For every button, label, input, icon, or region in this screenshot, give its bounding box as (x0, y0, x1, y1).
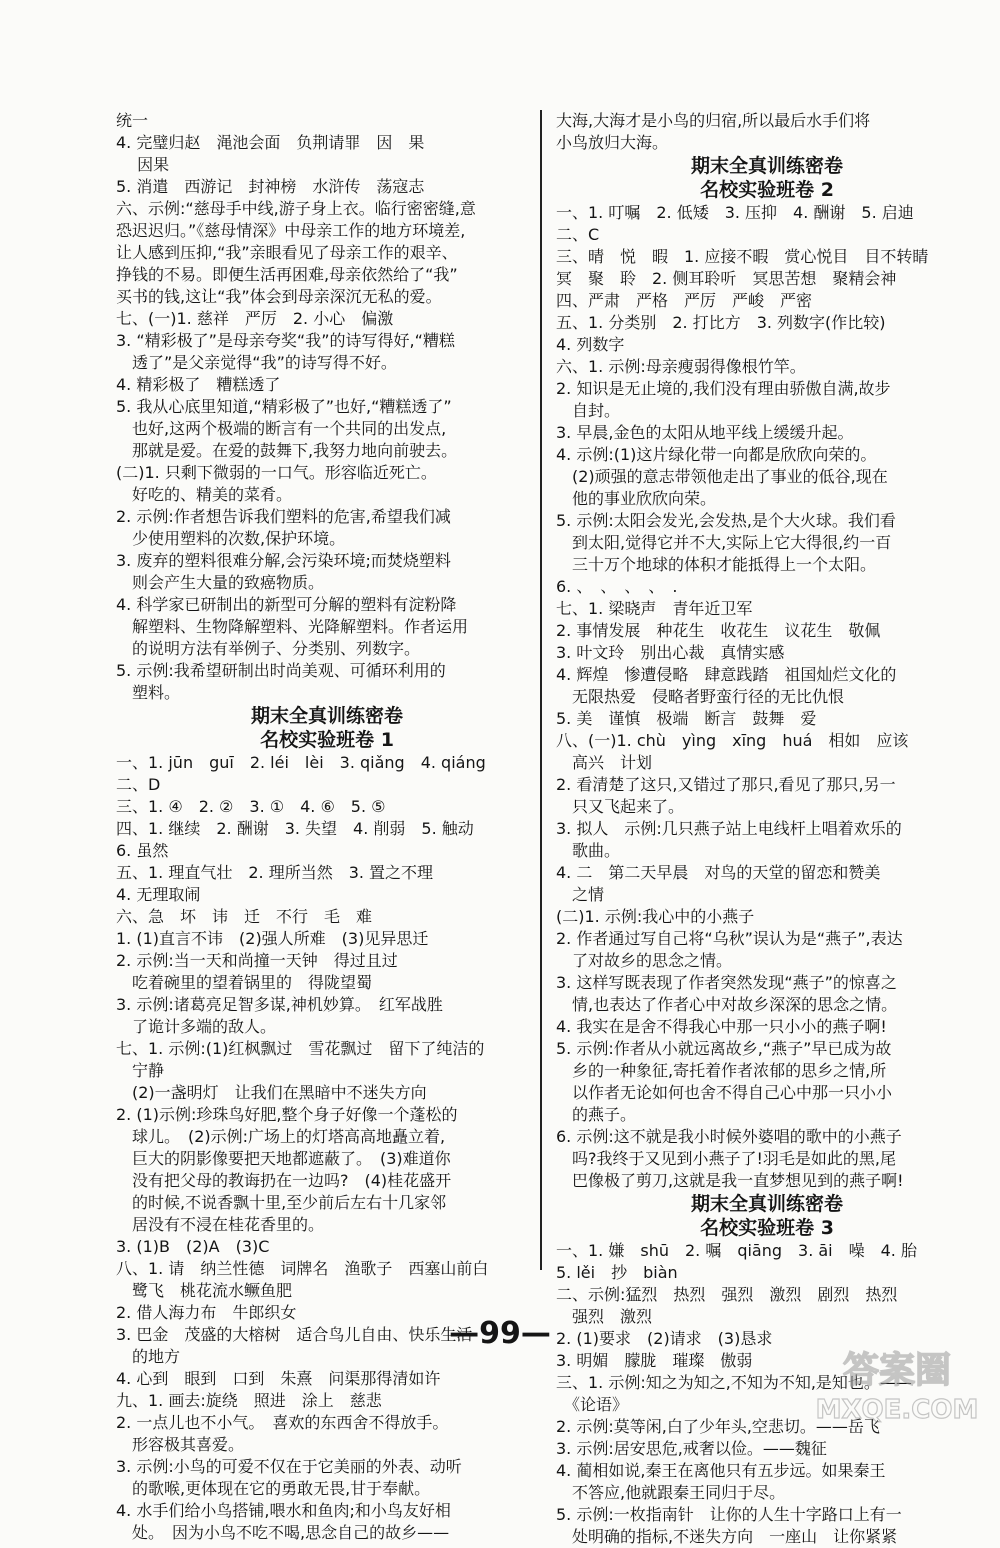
answer-line: 2. 事情发展 种花生 收花生 议花生 敬佩 (556, 621, 881, 640)
answer-line: 2. 一点儿也不小气。 喜欢的东西舍不得放手。 (116, 1413, 449, 1432)
answer-line: 4. 蔺相如说,秦王在离他只有五步远。如果秦王 (556, 1461, 886, 1480)
answer-line: 三十万个地球的体积才能抵得上一个太阳。 (556, 555, 877, 574)
section-heading: 期末全真训练密卷 (690, 155, 843, 177)
answer-line: 恐迟迟归。”《慈母情深》中母亲工作的地方环境差, (116, 221, 466, 240)
answer-line: 4. 辉煌 惨遭侵略 肆意践踏 祖国灿烂文化的 (556, 665, 897, 684)
answer-line: 3. 巴金 茂盛的大榕树 适合鸟儿自由、快乐生活 (116, 1325, 473, 1344)
section-heading: 期末全真训练密卷 (250, 705, 403, 727)
answer-line: 没有把父母的教诲扔在一边吗? (4)桂花盛开 (116, 1171, 452, 1190)
section-heading: 名校实验班卷 2 (700, 179, 834, 201)
answer-line: 歌曲。 (556, 841, 621, 860)
answer-line: 6. 、 、 、 、 . (556, 577, 678, 596)
answer-line: 二、C (556, 225, 600, 244)
answer-line: 处明确的指标,不迷失方向 一座山 让你紧紧 (556, 1527, 898, 1546)
answer-line: 六、示例:“慈母手中线,游子身上衣。临行密密缝,意 (116, 199, 476, 218)
answer-line: 三、1. 示例:知之为知之,不知为不知,是知也。—— (556, 1373, 912, 1392)
answer-line: 塑料。 (116, 683, 181, 702)
answer-line: 了诡计多端的敌人。 (116, 1017, 277, 1036)
answer-line: 只又飞起来了。 (556, 797, 685, 816)
answer-line: 6. 虽然 (116, 841, 169, 860)
answer-line: 5. lěi 抄 biàn (556, 1263, 678, 1282)
answer-line: 4. 科学家已研制出的新型可分解的塑料有淀粉降 (116, 595, 457, 614)
answer-line: 乡的一种象征,寄托着作者浓郁的思乡之情,所 (556, 1061, 887, 1080)
answer-line: 1. (1)直言不讳 (2)强人所难 (3)见异思迁 (116, 929, 429, 948)
answer-line: 他的事业欣欣向荣。 (556, 489, 717, 508)
answer-line: 2. 示例:莫等闲,白了少年头,空悲切。——岳飞 (556, 1417, 880, 1436)
answer-line: 三、晴 悦 暇 1. 应接不暇 赏心悦目 目不转睛 (556, 247, 929, 266)
answer-line: 巨大的阴影像要把天地都遮蔽了。 (3)难道你 (116, 1149, 451, 1168)
answer-line: 6. 示例:这不就是我小时候外婆唱的歌中的小燕子 (556, 1127, 902, 1146)
section-heading: 名校实验班卷 1 (260, 729, 394, 751)
answer-line: 八、(一)1. chù yìng xīng huá 相如 应该 (556, 731, 909, 750)
answer-line: 的时候,不说香飘十里,至少前后左右十几家邻 (116, 1193, 447, 1212)
answer-line: 2. 看清楚了这只,又错过了那只,看见了那只,另一 (556, 775, 896, 794)
answer-line: 大海,大海才是小鸟的归宿,所以最后水手们将 (556, 111, 871, 130)
answer-line: 好吃的、精美的菜肴。 (116, 485, 293, 504)
answer-line: 自封。 (556, 401, 621, 420)
answer-line: (2)一盏明灯 让我们在黑暗中不迷失方向 (116, 1083, 427, 1102)
answer-line: 吗?我终于又见到小燕子了!羽毛是如此的黑,尾 (556, 1149, 896, 1168)
answer-line: 五、1. 理直气壮 2. 理所当然 3. 置之不理 (116, 863, 434, 882)
column-divider (540, 110, 542, 1270)
answer-line: 四、1. 继续 2. 酬谢 3. 失望 4. 削弱 5. 触动 (116, 819, 474, 838)
answer-line: 球儿。 (2)示例:广场上的灯塔高高地矗立着, (116, 1127, 446, 1146)
answer-line: 3. 这样写既表现了作者突然发现“燕子”的惊喜之 (556, 973, 897, 992)
answer-line: 4. 精彩极了 糟糕透了 (116, 375, 281, 394)
answer-line: 4. 列数字 (556, 335, 625, 354)
answer-line: (2)顽强的意志带领他走出了事业的低谷,现在 (556, 467, 888, 486)
watermark-domain: MXQE.COM (815, 1395, 979, 1425)
answer-line: 透了”是父亲觉得“我”的诗写得不好。 (116, 353, 397, 372)
answer-line: 到太阳,觉得它并不大,实际上它大得很,约一百 (556, 533, 892, 552)
answer-line: 2. 作者通过写自己将“乌秋”误认为是“燕子”,表达 (556, 929, 903, 948)
answer-line: 2. 示例:作者想告诉我们塑料的危害,希望我们减 (116, 507, 451, 526)
answer-line: 2. (1)示例:珍珠鸟好肥,整个身子好像一个蓬松的 (116, 1105, 458, 1124)
answer-line: 鹭飞 桃花流水鳜鱼肥 (116, 1281, 293, 1300)
answer-line: 的燕子。 (556, 1105, 637, 1124)
answer-line: 3. 明媚 朦胧 璀璨 傲弱 (556, 1351, 753, 1370)
answer-line: 六、急 坏 讳 迁 不行 毛 难 (116, 907, 373, 926)
answer-line: 的说明方法有举例子、分类别、列数字。 (116, 639, 421, 658)
answer-line: 高兴 计划 (556, 753, 653, 772)
answer-line: 4. 完璧归赵 渑池会面 负荆请罪 因 果 (116, 133, 425, 152)
answer-line: 以作者无论如何也舍不得自己心中那一只小小 (556, 1083, 893, 1102)
answer-line: 4. 示例:(1)这片绿化带一向都是欣欣向荣的。 (556, 445, 877, 464)
answer-line: 九、1. 画去:旋绕 照进 涂上 慈悲 (116, 1391, 382, 1410)
answer-line: 二、示例:猛烈 热烈 强烈 激烈 剧烈 热烈 (556, 1285, 898, 1304)
answer-line: 一、1. 叮嘱 2. 低矮 3. 压抑 4. 酬谢 5. 启迪 (556, 203, 914, 222)
answer-line: 3. 示例:诸葛亮足智多谋,神机妙算。 红军战胜 (116, 995, 443, 1014)
answer-line: 挣钱的不易。即便生活再困难,母亲依然给了“我” (116, 265, 458, 284)
answer-line: 了对故乡的思念之情。 (556, 951, 733, 970)
answer-line: 的歌喉,更体现在它的勇敢无畏,甘于奉献。 (116, 1479, 431, 1498)
answer-line: 巴像极了剪刀,这就是我一直梦想见到的燕子啊! (556, 1171, 904, 1190)
answer-line: 2. (1)要求 (2)请求 (3)恳求 (556, 1329, 773, 1348)
answer-line: 5. 美 谨慎 极端 断言 鼓舞 爱 (556, 709, 817, 728)
page-number: —99— (449, 1316, 551, 1351)
answer-line: 吃着碗里的望着锅里的 得陇望蜀 (116, 973, 373, 992)
answer-line: (二)1. 示例:我心中的小燕子 (556, 907, 755, 926)
answer-line: 2. 知识是无止境的,我们没有理由骄傲自满,故步 (556, 379, 891, 398)
answer-line: 之情 (556, 885, 605, 904)
answer-line: 4. 心到 眼到 口到 朱熹 问渠那得清如许 (116, 1369, 441, 1388)
answer-line: 四、严肃 严格 严厉 严峻 严密 (556, 291, 813, 310)
answer-line: 3. 拟人 示例:几只燕子站上电线杆上唱着欢乐的 (556, 819, 902, 838)
answer-line: 也好,这两个极端的断言有一个共同的出发点, (116, 419, 447, 438)
answer-line: 4. 二 第二天早晨 对鸟的天堂的留恋和赞美 (556, 863, 881, 882)
section-heading: 期末全真训练密卷 (690, 1193, 843, 1215)
answer-line: 七、(一)1. 慈祥 严厉 2. 小心 偏激 (116, 309, 394, 328)
answer-line: 让人感到压抑,“我”亲眼看见了母亲工作的艰辛、 (116, 243, 458, 262)
answer-line: 解塑料、生物降解塑料、光降解塑料。作者运用 (116, 617, 469, 636)
answer-line: 少使用塑料的次数,保护环境。 (116, 529, 346, 548)
answer-line: 一、1. 嫌 shū 2. 嘱 qiāng 3. āi 噪 4. 胎 (556, 1241, 917, 1260)
answer-line: 4. 我实在是舍不得我心中那一只小小的燕子啊! (556, 1017, 887, 1036)
answer-line: 宁静 (116, 1061, 165, 1080)
answer-line: 4. 无理取闹 (116, 885, 201, 904)
answer-line: 二、D (116, 775, 161, 794)
answer-line: 3. 废弃的塑料很难分解,会污染环境;而焚烧塑料 (116, 551, 451, 570)
answer-line: 形容极其喜爱。 (116, 1435, 245, 1454)
answer-line: 5. 消遣 西游记 封神榜 水浒传 荡寇志 (116, 177, 425, 196)
answer-line: 那就是爱。在爱的鼓舞下,我努力地向前驶去。 (116, 441, 458, 460)
answer-line: 2. 借人海力布 牛郎织女 (116, 1303, 297, 1322)
answer-line: 强烈 激烈 (556, 1307, 653, 1326)
answer-line: 小鸟放归大海。 (556, 133, 669, 152)
answer-line: 3. (1)B (2)A (3)C (116, 1237, 270, 1256)
answer-line: 3. 早晨,金色的太阳从地平线上缓缓升起。 (556, 423, 854, 442)
section-heading: 名校实验班卷 3 (700, 1217, 834, 1239)
answer-line: 《论语》 (556, 1395, 629, 1414)
answer-line: 八、1. 请 纳兰性德 词牌名 渔歌子 西塞山前白 (116, 1259, 489, 1278)
answer-line: 的地方 (116, 1347, 181, 1366)
answer-line: 3. 叶文玲 别出心裁 真情实感 (556, 643, 785, 662)
answer-line: 统一 (116, 111, 149, 130)
answer-line: 五、1. 分类别 2. 打比方 3. 列数字(作比较) (556, 313, 886, 332)
answer-line: 冥 聚 聆 2. 侧耳聆听 冥思苦想 聚精会神 (556, 269, 897, 288)
answer-line: 处。 因为小鸟不吃不喝,思念自己的故乡—— (116, 1523, 450, 1542)
answer-line: 5. 我从心底里知道,“精彩极了”也好,“糟糕透了” (116, 397, 452, 416)
answer-line: 2. 示例:当一天和尚撞一天钟 得过且过 (116, 951, 398, 970)
answer-line: 5. 示例:作者从小就远离故乡,“燕子”早已成为故 (556, 1039, 892, 1058)
answer-line: 因果 (116, 155, 170, 174)
answer-line: 不答应,他就跟秦王同归于尽。 (556, 1483, 786, 1502)
answer-line: 七、1. 梁晓声 青年近卫军 (556, 599, 753, 618)
answer-line: 5. 示例:一枚指南针 让你的人生十字路口上有一 (556, 1505, 902, 1524)
answer-line: 三、1. ④ 2. ② 3. ① 4. ⑥ 5. ⑤ (116, 797, 386, 816)
watermark-title: 答案圈 (842, 1350, 952, 1391)
answer-line: 4. 水手们给小鸟搭铺,喂水和鱼肉;和小鸟友好相 (116, 1501, 451, 1520)
answer-line: (二)1. 只剩下微弱的一口气。形容临近死亡。 (116, 463, 437, 482)
answer-line: 无限热爱 侵略者野蛮行径的无比仇恨 (556, 687, 845, 706)
answer-line: 3. 示例:小鸟的可爱不仅在于它美丽的外表、动听 (116, 1457, 462, 1476)
answer-line: 则会产生大量的致癌物质。 (116, 573, 325, 592)
answer-line: 一、1. jūn guī 2. léi lèi 3. qiǎng 4. qiáng (116, 753, 486, 772)
answer-line: 5. 示例:太阳会发光,会发热,是个大火球。我们看 (556, 511, 896, 530)
answer-line: 5. 示例:我希望研制出时尚美观、可循环利用的 (116, 661, 446, 680)
answer-line: 3. 示例:居安思危,戒奢以俭。——魏征 (556, 1439, 827, 1458)
answer-line: 居没有不浸在桂花香里的。 (116, 1215, 325, 1234)
watermark-logo (800, 1342, 995, 1426)
answer-line: 七、1. 示例:(1)红枫飘过 雪花飘过 留下了纯洁的 (116, 1039, 485, 1058)
answer-line: 情,也表达了作者心中对故乡深深的思念之情。 (556, 995, 898, 1014)
answer-line: 3. “精彩极了”是母亲夸奖“我”的诗写得好,“糟糕 (116, 331, 455, 350)
answer-line: 六、1. 示例:母亲瘦弱得像根竹竿。 (556, 357, 806, 376)
answer-line: 买书的钱,这让“我”体会到母亲深沉无私的爱。 (116, 287, 442, 306)
